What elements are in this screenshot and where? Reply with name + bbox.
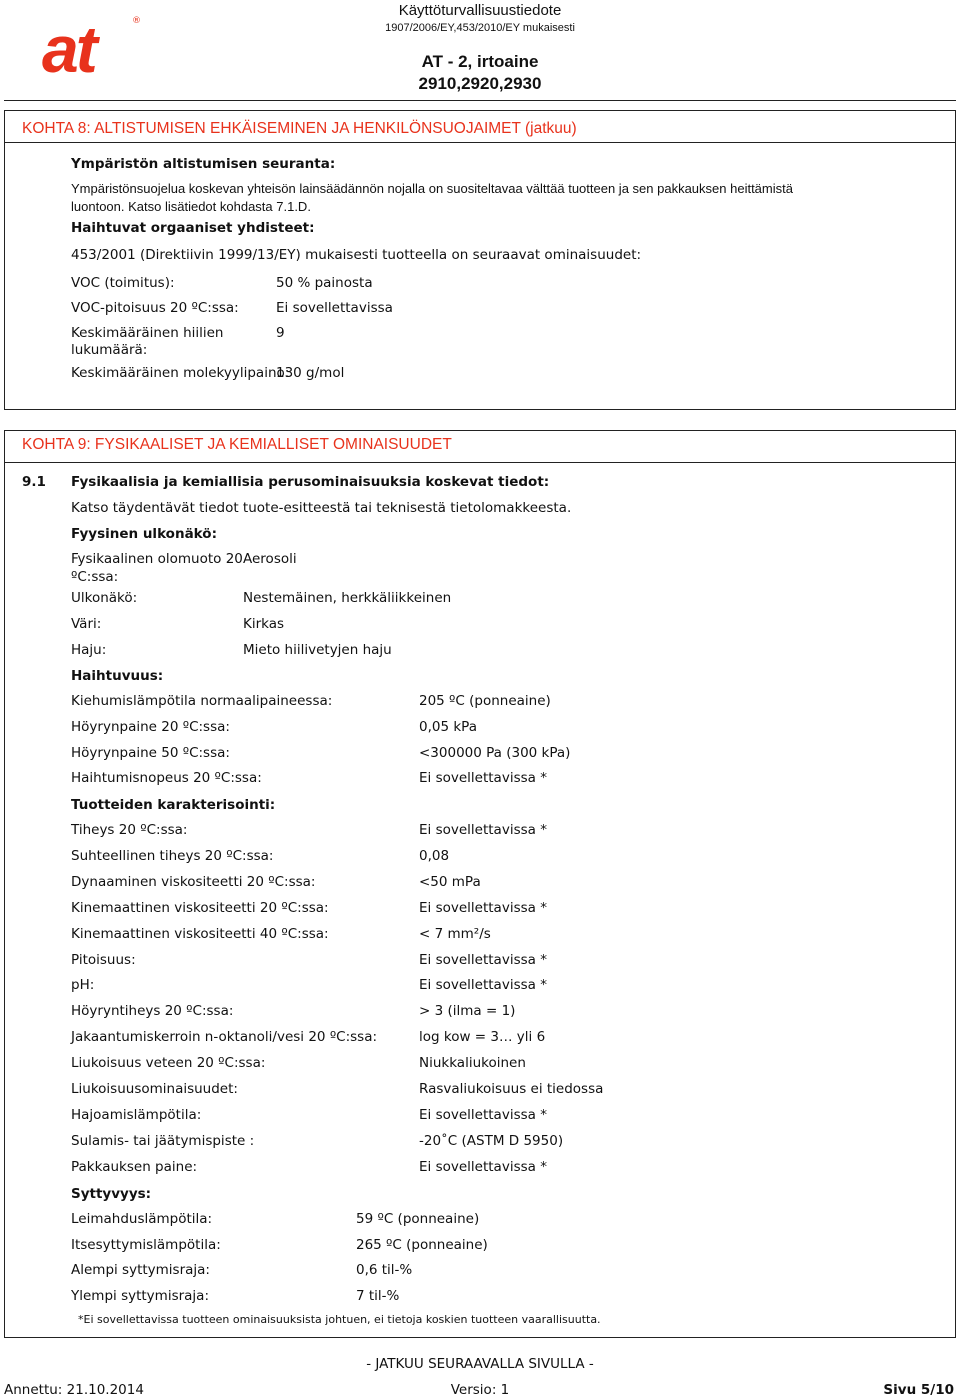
property-row-value: -20˚C (ASTM D 5950): [419, 1132, 564, 1149]
property-row-label: Tiheys 20 ºC:ssa:: [71, 822, 188, 838]
env-text-line1: Ympäristönsuojelua koskevan yhteisön lainsäädännön nojalla on suositeltavaa välttää tuotteen ja sen pakkauksen heittämistä: [71, 181, 793, 196]
volatility-heading: Haihtuvuus:: [71, 668, 164, 684]
property-row-value: Rasvaliukoisuus ei tiedossa: [419, 1081, 604, 1097]
volatility-row-label: Kiehumislämpötila normaalipaineessa:: [71, 693, 333, 709]
property-row-value: log kow = 3… yli 6: [419, 1029, 546, 1046]
flammability-row-value: 7 til-%: [356, 1287, 400, 1304]
property-row-label: Jakaantumiskerroin n-oktanoli/vesi 20 ºC:ssa:: [71, 1029, 378, 1046]
page-number: Sivu 5/10: [883, 1382, 954, 1398]
property-row-value: > 3 (ilma = 1): [419, 1003, 516, 1020]
regulation-text: 1907/2006/EY,453/2010/EY mukaisesti: [385, 22, 575, 34]
state-value: Aerosoli: [243, 551, 297, 567]
state-label: Fysikaalinen olomuoto 20: [71, 551, 243, 567]
property-row-label: Pakkauksen paine:: [71, 1158, 198, 1175]
appearance-value: Nestemäinen, herkkäliikkeinen: [243, 590, 452, 606]
product-name: AT - 2, irtoaine: [421, 52, 539, 71]
voc-value: 50 % painosta: [276, 275, 373, 291]
volatility-row-label: Höyrynpaine 50 ºC:ssa:: [71, 744, 230, 761]
registered-mark: ®: [132, 16, 141, 26]
property-row-label: Höyryntiheys 20 ºC:ssa:: [71, 1003, 234, 1020]
property-row-label: Hajoamislämpötila:: [71, 1106, 202, 1123]
odor-value: Mieto hiilivetyjen haju: [243, 642, 392, 658]
property-row-value: Ei sovellettavissa *: [419, 1106, 547, 1123]
property-row-label: Sulamis- tai jäätymispiste :: [71, 1132, 255, 1149]
header-divider: [4, 100, 956, 101]
mol-weight-label: Keskimääräinen molekyylipaino:: [71, 365, 290, 381]
volatility-row-value: 0,05 kPa: [419, 718, 477, 735]
property-row-label: pH:: [71, 977, 95, 994]
product-codes: 2910,2920,2930: [418, 74, 542, 93]
property-row-value: Ei sovellettavissa *: [419, 899, 547, 916]
property-row-label: Liukoisuus veteen 20 ºC:ssa:: [71, 1055, 266, 1072]
subsection-title: Fysikaalisia ja kemiallisia perusominaisuuksia koskevat tiedot:: [71, 474, 550, 490]
odor-label: Haju:: [71, 642, 107, 658]
volatility-row-value: <300000 Pa (300 kPa): [419, 744, 571, 761]
voc-content-label: VOC-pitoisuus 20 ºC:ssa:: [71, 300, 239, 316]
characterisation-heading: Tuotteiden karakterisointi:: [71, 797, 276, 813]
property-row-value: 0,08: [419, 847, 450, 864]
property-row-value: Ei sovellettavissa *: [419, 977, 547, 994]
voc-intro: 453/2001 (Direktiivin 1999/13/EY) mukaisesti tuotteella on seuraavat ominaisuudet:: [71, 247, 642, 263]
mol-weight-value: 130 g/mol: [276, 365, 345, 381]
version: Versio: 1: [450, 1382, 510, 1398]
property-row-value: < 7 mm²/s: [419, 925, 491, 942]
env-text-line2: luontoon. Katso lisätiedot kohdasta 7.1.D.: [71, 199, 311, 214]
carbon-count-label: Keskimääräinen hiilien: [71, 325, 224, 341]
section-8-title: KOHTA 8: ALTISTUMISEN EHKÄISEMINEN JA HENKILÖNSUOJAIMET (jatkuu): [22, 120, 577, 137]
property-row-label: Pitoisuus:: [71, 951, 136, 968]
property-row-value: Ei sovellettavissa *: [419, 822, 547, 838]
flammability-row-label: Leimahduslämpötila:: [71, 1211, 213, 1227]
property-row-value: Niukkaliukoinen: [419, 1055, 526, 1072]
flammability-row-value: 0,6 til-%: [356, 1262, 413, 1278]
property-row-label: Dynaaminen viskositeetti 20 ºC:ssa:: [71, 873, 316, 890]
flammability-row-label: Alempi syttymisraja:: [71, 1262, 210, 1278]
section-8-title-divider: [4, 142, 955, 143]
subsection-number: 9.1: [22, 474, 46, 490]
color-value: Kirkas: [243, 616, 285, 632]
section-9-title-divider: [4, 462, 955, 463]
volatility-row-label: Haihtumisnopeus 20 ºC:ssa:: [71, 770, 262, 787]
property-row-label: Kinemaattinen viskositeetti 40 ºC:ssa:: [71, 925, 329, 942]
flammability-row-value: 265 ºC (ponneaine): [356, 1236, 488, 1253]
footnote: *Ei sovellettavissa tuotteen ominaisuuksista johtuen, ei tietoja koskien tuotteen vaarallisuutta.: [78, 1313, 601, 1326]
property-row-value: Ei sovellettavissa *: [419, 951, 547, 968]
flammability-row-label: Ylempi syttymisraja:: [71, 1287, 209, 1304]
property-row-value: Ei sovellettavissa *: [419, 1158, 547, 1175]
section-9-title: KOHTA 9: FYSIKAALISET JA KEMIALLISET OMINAISUUDET: [22, 436, 452, 453]
carbon-count-value: 9: [276, 325, 285, 341]
continue-notice: - JATKUU SEURAAVALLA SIVULLA -: [366, 1356, 594, 1372]
volatility-row-label: Höyrynpaine 20 ºC:ssa:: [71, 718, 230, 735]
volatility-row-value: 205 ºC (ponneaine): [419, 693, 551, 709]
issue-date: Annettu: 21.10.2014: [4, 1382, 144, 1398]
state-label-2: ºC:ssa:: [71, 569, 119, 585]
volatility-row-value: Ei sovellettavissa *: [419, 770, 547, 787]
voc-heading: Haihtuvat orgaaniset yhdisteet:: [71, 220, 315, 236]
color-label: Väri:: [71, 616, 102, 632]
property-row-label: Kinemaattinen viskositeetti 20 ºC:ssa:: [71, 899, 329, 916]
property-row-label: Liukoisuusominaisuudet:: [71, 1081, 238, 1097]
company-logo: [40, 18, 150, 80]
voc-content-value: Ei sovellettavissa: [276, 300, 393, 316]
env-monitoring-heading: Ympäristön altistumisen seuranta:: [71, 156, 336, 172]
appearance-label: Ulkonäkö:: [71, 590, 138, 606]
subsection-intro: Katso täydentävät tiedot tuote-esitteestä tai teknisestä tietolomakkeesta.: [71, 500, 572, 516]
flammability-row-label: Itsesyttymislämpötila:: [71, 1236, 221, 1253]
property-row-label: Suhteellinen tiheys 20 ºC:ssa:: [71, 847, 274, 864]
flammability-heading: Syttyvyys:: [71, 1186, 152, 1202]
flammability-row-value: 59 ºC (ponneaine): [356, 1211, 480, 1227]
property-row-value: <50 mPa: [419, 873, 481, 890]
carbon-count-label-2: lukumäärä:: [71, 342, 148, 358]
appearance-heading: Fyysinen ulkonäkö:: [71, 526, 217, 542]
logo-text: at: [42, 18, 95, 80]
document-title: Käyttöturvallisuustiedote: [398, 2, 562, 19]
voc-label: VOC (toimitus):: [71, 275, 175, 291]
